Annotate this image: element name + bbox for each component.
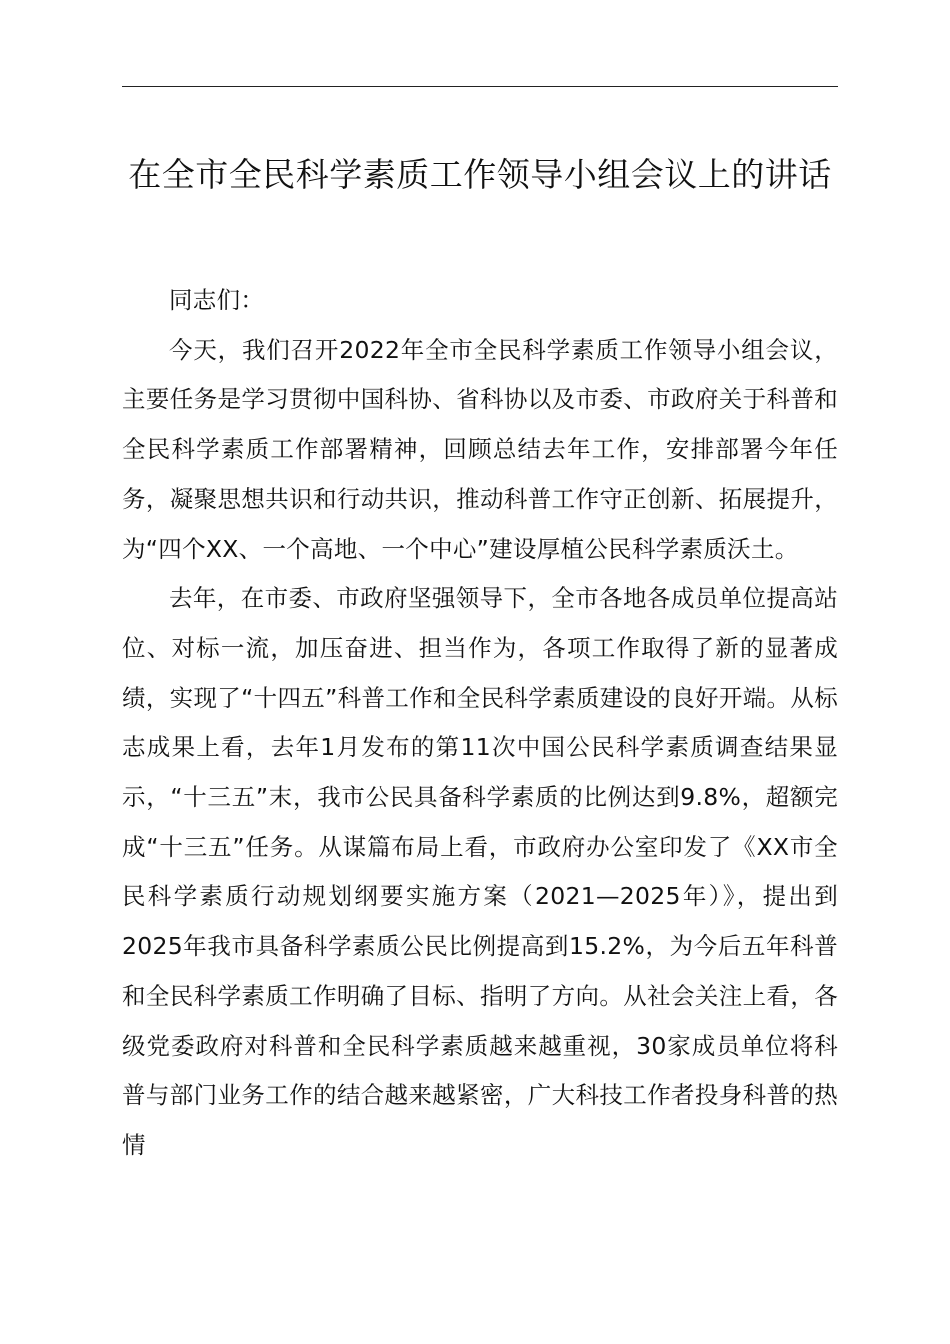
document-body (122, 276, 838, 1171)
header-rule (122, 86, 838, 87)
paragraph-2: 去年，在市委、市政府坚强领导下，全市各地各成员单位提高站位、对标一流，加压奋进、担当作为，各项工作取得了新的显著成绩，实现了“十四五”科普工作和全民科学素质建设的良好开端。从标志成果上看，去年1月发布的第11次中国公民科学素质调查结果显示，“十三五”末，我市公民具备科学素质的比例达到9.8%，超额完成“十三五”任务。从谋篇布局上看，市政府办公室印发了《XX市全民科学素质行动规划纲要实施方案（2021—2025年）》，提出到2025年我市具备科学素质公民比例提高到15.2%，为今后五年科普和全民科学素质工作明确了目标、指明了方向。从社会关注上看，各级党委政府对科普和全民科学素质越来越重视，30家成员单位将科普与部门业务工作的结合越来越紧密，广大科技工作者投身科普的热情 (122, 584, 838, 1159)
salutation: 同志们： (169, 286, 265, 314)
paragraph-1: 今天，我们召开2022年全市全民科学素质工作领导小组会议，主要任务是学习贯彻中国科协、省科协以及市委、市政府关于科普和全民科学素质工作部署精神，回顾总结去年工作，安排部署今年任务，凝聚思想共识和行动共识，推动科普工作守正创新、拓展提升，为“四个XX、一个高地、一个中心”建设厚植公民科学素质沃土。 (122, 335, 838, 563)
document-title: 在全市全民科学素质工作领导小组会议上的讲话 (128, 155, 832, 194)
